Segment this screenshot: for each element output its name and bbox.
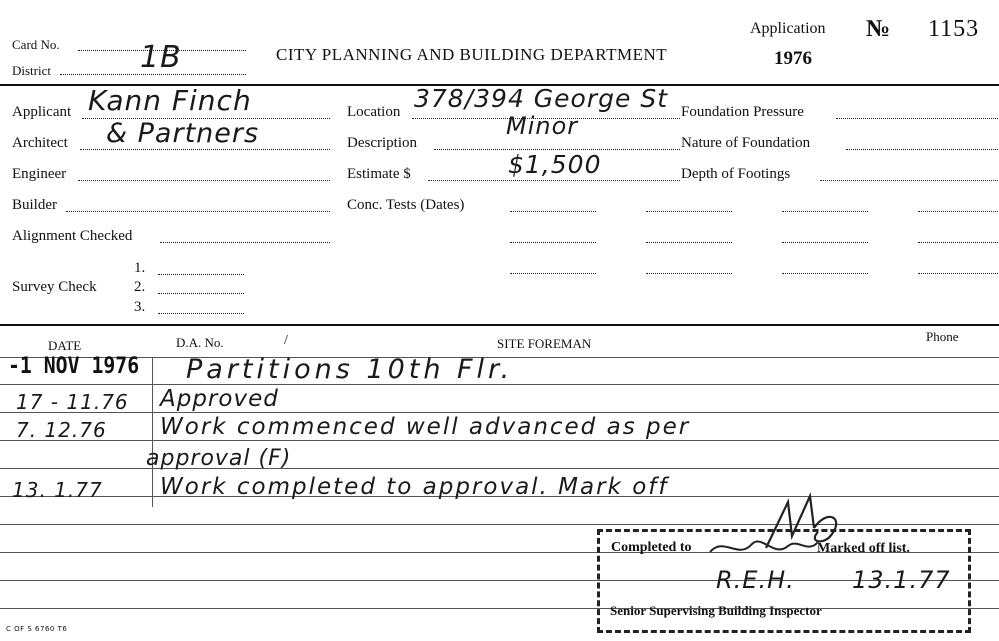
stamp-inspector: Senior Supervising Building Inspector [610,603,822,618]
description-value: Minor [506,112,579,140]
depth-footings-line [820,180,998,181]
log-header-site-foreman: SITE FOREMAN [497,336,592,351]
survey-line-1 [158,274,244,275]
description-label: Description [347,135,417,151]
conc-line [646,211,732,212]
architect-label: Architect [12,135,68,151]
log-row-text-1: Partitions 10th Flr. [186,354,514,385]
survey-item-2: 2. [134,279,146,295]
estimate-label: Estimate $ [347,166,411,182]
log-header-da-no: D.A. No. [176,335,224,350]
ruled-line [0,440,999,441]
builder-line [66,211,330,212]
survey-line-2 [158,293,244,294]
foundation-pressure-label: Foundation Pressure [681,104,804,120]
log-row-text-4: approval (F) [146,446,292,471]
conc-tests-label: Conc. Tests (Dates) [347,197,465,213]
conc-line [510,273,596,274]
slash-mark: / [284,333,288,348]
applicant-label: Applicant [12,104,72,120]
conc-line [510,211,596,212]
conc-line [918,273,998,274]
stamp-completed-label: Completed to [611,540,692,555]
application-label: Application [750,20,826,37]
architect-value: & Partners [106,118,260,149]
stamp-initials: R.E.H. [716,566,795,594]
conc-line [510,242,596,243]
log-row-text-3: Work commenced well advanced as per [160,414,691,440]
application-year: 1976 [774,48,812,69]
conc-line [918,211,998,212]
survey-line-3 [158,313,244,314]
district-label: District [12,63,51,78]
alignment-label: Alignment Checked [12,228,133,244]
conc-line [646,242,732,243]
department-title: CITY PLANNING AND BUILDING DEPARTMENT [276,45,668,64]
log-header-phone: Phone [926,329,959,344]
card-no-label: Card No. [12,37,60,52]
depth-footings-label: Depth of Footings [681,166,791,182]
log-row-date-3: 7. 12.76 [16,418,107,442]
conc-line [646,273,732,274]
log-row-date-2: 17 - 11.76 [16,390,129,414]
engineer-line [78,180,330,181]
survey-item-1: 1. [134,260,146,276]
survey-label: Survey Check [12,279,97,295]
nature-foundation-line [846,149,998,150]
application-number: 1153 [928,16,980,42]
builder-label: Builder [12,197,57,213]
footer-code: C OF S 6760 T6 [6,625,68,633]
log-row-text-5: Work completed to approval. Mark off [160,474,669,500]
conc-line [782,242,868,243]
applicant-value: Kann Finch [88,84,252,117]
conc-line [918,242,998,243]
alignment-line [160,242,330,243]
conc-line [782,273,868,274]
nature-foundation-label: Nature of Foundation [681,135,811,151]
number-symbol: № [866,16,891,42]
estimate-line [428,180,680,181]
conc-line [782,211,868,212]
log-row-date-1: -1 NOV 1976 [8,354,140,379]
stamp-marked-off: Marked off list. [817,541,910,556]
survey-item-3: 3. [134,299,146,315]
location-value: 378/394 George St [414,84,668,113]
log-row-date-5: 13. 1.77 [12,478,103,502]
log-divider [0,324,999,326]
architect-line [80,149,330,150]
stamp-scribble [704,530,824,564]
stamp-date: 13.1.77 [852,566,951,594]
ruled-line [0,412,999,413]
district-value: 1B [140,40,182,75]
date-column-rule [152,357,153,507]
log-header-date: DATE [48,338,82,353]
log-row-text-2: Approved [160,386,279,412]
engineer-label: Engineer [12,166,67,182]
location-label: Location [347,104,401,120]
foundation-pressure-line [836,118,998,119]
estimate-value: $1,500 [508,150,602,179]
